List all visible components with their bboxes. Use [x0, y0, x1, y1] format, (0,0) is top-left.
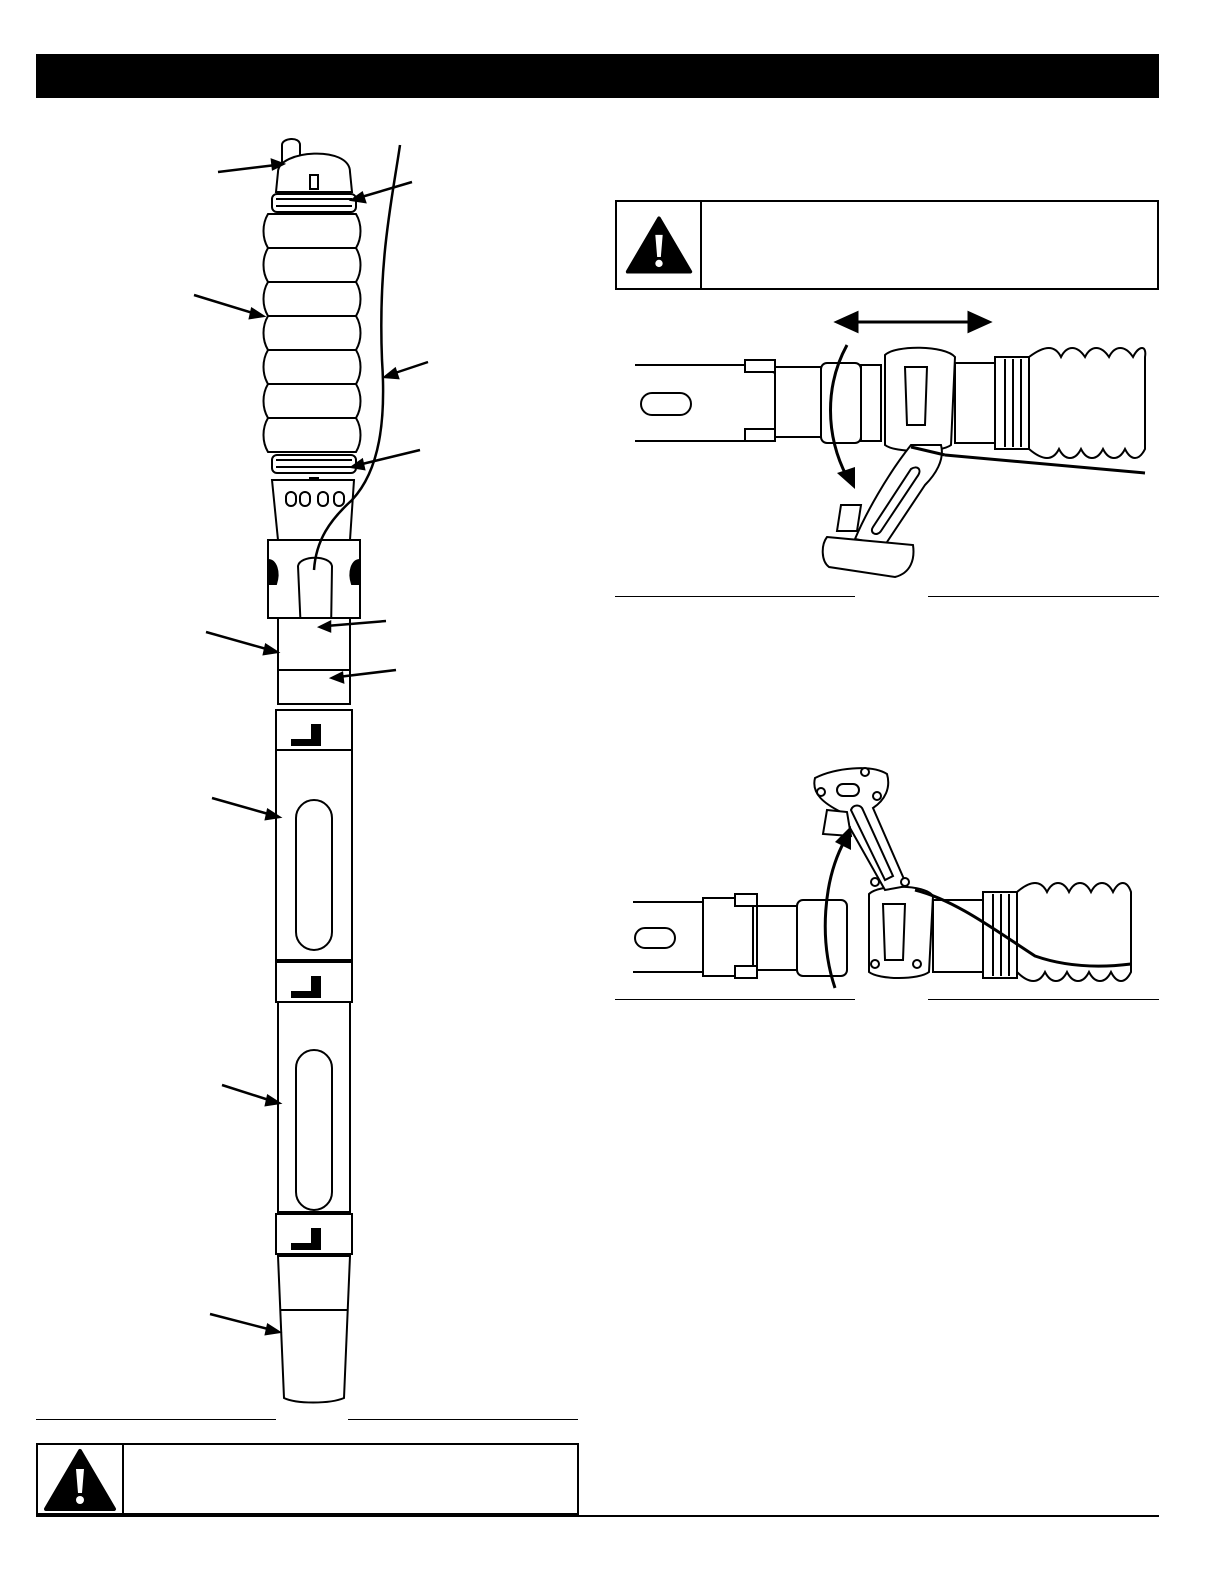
figure-caption-rule-right — [928, 999, 1159, 1000]
figure-caption-rule-left — [615, 999, 855, 1000]
handle-raised-figure — [615, 760, 1160, 995]
double-arrow-icon — [837, 313, 989, 331]
hose-clamp-top — [272, 194, 356, 212]
figure-caption-rule-left — [615, 596, 855, 597]
warning-box-top-right — [615, 200, 1159, 290]
flex-hose — [264, 214, 361, 452]
warning-icon-cell — [617, 202, 702, 288]
handle-lowered-figure — [615, 305, 1160, 590]
handle-grip — [823, 537, 914, 577]
figure-caption-rule-left — [36, 1419, 276, 1420]
flex-hose — [1029, 348, 1145, 458]
blower-nozzle — [278, 1256, 350, 1403]
hose-clamp-bottom — [272, 455, 356, 473]
warning-triangle-icon — [42, 1447, 118, 1513]
tube-section — [775, 367, 821, 437]
blower-tube-assembly-figure — [0, 0, 600, 1440]
clamp-tab-top — [310, 175, 318, 189]
figure-caption-rule-right — [348, 1419, 578, 1420]
tube-collar — [703, 898, 753, 976]
warning-triangle-icon — [624, 214, 694, 276]
figure-caption-rule-right — [928, 596, 1159, 597]
footer-rule — [36, 1515, 1159, 1517]
warning-icon-cell — [38, 1445, 124, 1513]
warning-box-bottom-left — [36, 1443, 579, 1515]
